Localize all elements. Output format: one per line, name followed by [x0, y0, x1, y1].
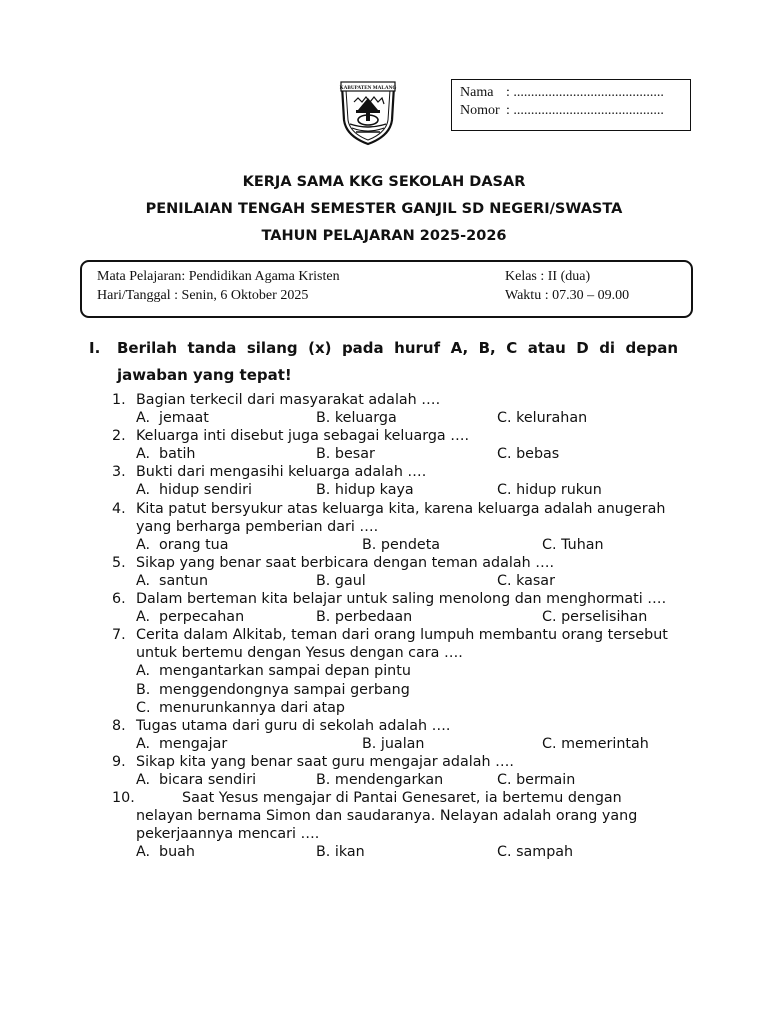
number-label: Nomor: [460, 103, 500, 118]
question-text: Sikap kita yang benar saat guru mengajar adalah ….: [136, 753, 514, 770]
option-b[interactable]: B. menggendongnya sampai gerbang: [136, 681, 410, 698]
section-number: I.: [89, 339, 101, 357]
option-a[interactable]: A. santun: [136, 572, 208, 589]
name-label: Nama: [460, 85, 494, 100]
question-number: 2.: [112, 428, 126, 445]
option-a[interactable]: A. hidup sendiri: [136, 482, 252, 499]
question-3: [112, 463, 682, 481]
question-text: Sikap yang benar saat berbicara dengan teman adalah ….: [136, 554, 555, 571]
option-b[interactable]: B. hidup kaya: [316, 482, 414, 499]
question-text: Dalam berteman kita belajar untuk saling menolong dan menghormati ….: [136, 591, 667, 608]
option-b[interactable]: B. ikan: [316, 844, 365, 861]
question-6-options: [112, 608, 682, 626]
option-c[interactable]: C. Tuhan: [542, 536, 604, 553]
question-3-options: [112, 481, 682, 499]
name-row: [460, 84, 690, 102]
question-text: Bagian terkecil dari masyarakat adalah ….: [136, 392, 441, 408]
option-c[interactable]: C. menurunkannya dari atap: [136, 699, 345, 716]
option-b[interactable]: B. pendeta: [362, 536, 441, 553]
option-c[interactable]: C. bermain: [497, 771, 576, 788]
question-8-options: [112, 735, 682, 753]
question-text-continued: nelayan bernama Simon dan saudaranya. Nelayan adalah orang yang pekerjaannya mencari ….: [136, 808, 638, 843]
question-1-options: [112, 409, 682, 427]
option-c[interactable]: C. kasar: [497, 572, 555, 589]
option-b[interactable]: B. mendengarkan: [316, 771, 444, 788]
question-number: 9.: [112, 753, 126, 770]
option-b[interactable]: B. perbedaan: [316, 609, 413, 626]
question-text: Kita patut bersyukur atas keluarga kita, karena keluarga adalah anugerah yang berharga pemberian dari ….: [136, 500, 666, 535]
question-text: Saat Yesus mengajar di Pantai Genesaret, ia bertemu dengan: [182, 790, 622, 807]
question-4-options: [112, 536, 682, 554]
question-10: [112, 789, 682, 843]
option-a[interactable]: A. jemaat: [136, 410, 209, 427]
question-10-options: [112, 843, 682, 861]
header-title-1: KERJA SAMA KKG SEKOLAH DASAR: [242, 174, 526, 190]
question-2: [112, 427, 682, 445]
question-9-options: [112, 771, 682, 789]
option-c[interactable]: C. hidup rukun: [497, 482, 602, 499]
kabupaten-malang-logo: [336, 80, 400, 146]
question-8: [112, 717, 682, 735]
date-info: Hari/Tanggal : Senin, 6 Oktober 2025: [97, 288, 309, 303]
question-7: [112, 626, 682, 662]
question-number: 3.: [112, 464, 126, 481]
number-row: [460, 102, 690, 120]
option-a[interactable]: A. buah: [136, 844, 195, 861]
question-text: Tugas utama dari guru di sekolah adalah ….: [136, 717, 451, 734]
student-id-box: [451, 79, 691, 131]
number-field[interactable]: : ...........................................: [506, 103, 664, 118]
option-c[interactable]: C. memerintah: [542, 735, 649, 752]
question-number: 8.: [112, 717, 126, 734]
question-number: 1.: [112, 392, 126, 408]
option-a[interactable]: A. bicara sendiri: [136, 771, 257, 788]
question-number: 4.: [112, 500, 126, 517]
section-instruction-text: Berilah tanda silang (x) pada huruf A, B, C atau D di depan jawaban yang tepat!: [117, 339, 678, 384]
option-a[interactable]: A. mengajar: [136, 735, 228, 752]
option-b[interactable]: B. jualan: [362, 735, 425, 752]
question-text: Cerita dalam Alkitab, teman dari orang lumpuh membantu orang tersebut untuk bertemu dengan Yesus dengan cara ….: [136, 627, 668, 662]
question-2-options: [112, 445, 682, 463]
name-field[interactable]: : ...........................................: [506, 85, 664, 100]
option-b[interactable]: B. keluarga: [316, 410, 397, 427]
option-c[interactable]: C. sampah: [497, 844, 574, 861]
question-number: 5.: [112, 554, 126, 571]
option-a[interactable]: A. orang tua: [136, 536, 229, 553]
section-instruction: [89, 335, 678, 389]
time-info: Waktu : 07.30 – 09.00: [505, 288, 630, 303]
option-c[interactable]: C. bebas: [497, 446, 560, 463]
question-1: [112, 391, 682, 409]
header-title-2: PENILAIAN TENGAH SEMESTER GANJIL SD NEGERI/SWASTA: [145, 201, 623, 217]
exam-info-box: [80, 260, 693, 318]
option-a[interactable]: A. perpecahan: [136, 609, 245, 626]
header-title-3: TAHUN PELAJARAN 2025-2026: [261, 228, 507, 244]
option-c[interactable]: C. perselisihan: [542, 609, 648, 626]
option-a[interactable]: A. batih: [136, 446, 196, 463]
question-5-options: [112, 572, 682, 590]
question-number: 6.: [112, 591, 126, 608]
question-4: [112, 500, 682, 536]
class-info: Kelas : II (dua): [505, 269, 591, 284]
question-9: [112, 753, 682, 771]
question-text: Keluarga inti disebut juga sebagai keluarga ….: [136, 428, 470, 445]
question-number: 7.: [112, 627, 126, 644]
question-text: Bukti dari mengasihi keluarga adalah ….: [136, 464, 427, 481]
option-b[interactable]: B. gaul: [316, 572, 366, 589]
question-number: 10.: [112, 790, 135, 807]
question-6: [112, 590, 682, 608]
option-a[interactable]: A. mengantarkan sampai depan pintu: [136, 663, 411, 680]
option-c[interactable]: C. kelurahan: [497, 410, 588, 427]
option-b[interactable]: B. besar: [316, 446, 375, 463]
question-list: [112, 391, 682, 861]
logo-text: KABUPATEN MALANG: [339, 85, 397, 91]
subject-info: Mata Pelajaran: Pendidikan Agama Kristen: [97, 269, 340, 284]
question-5: [112, 554, 682, 572]
